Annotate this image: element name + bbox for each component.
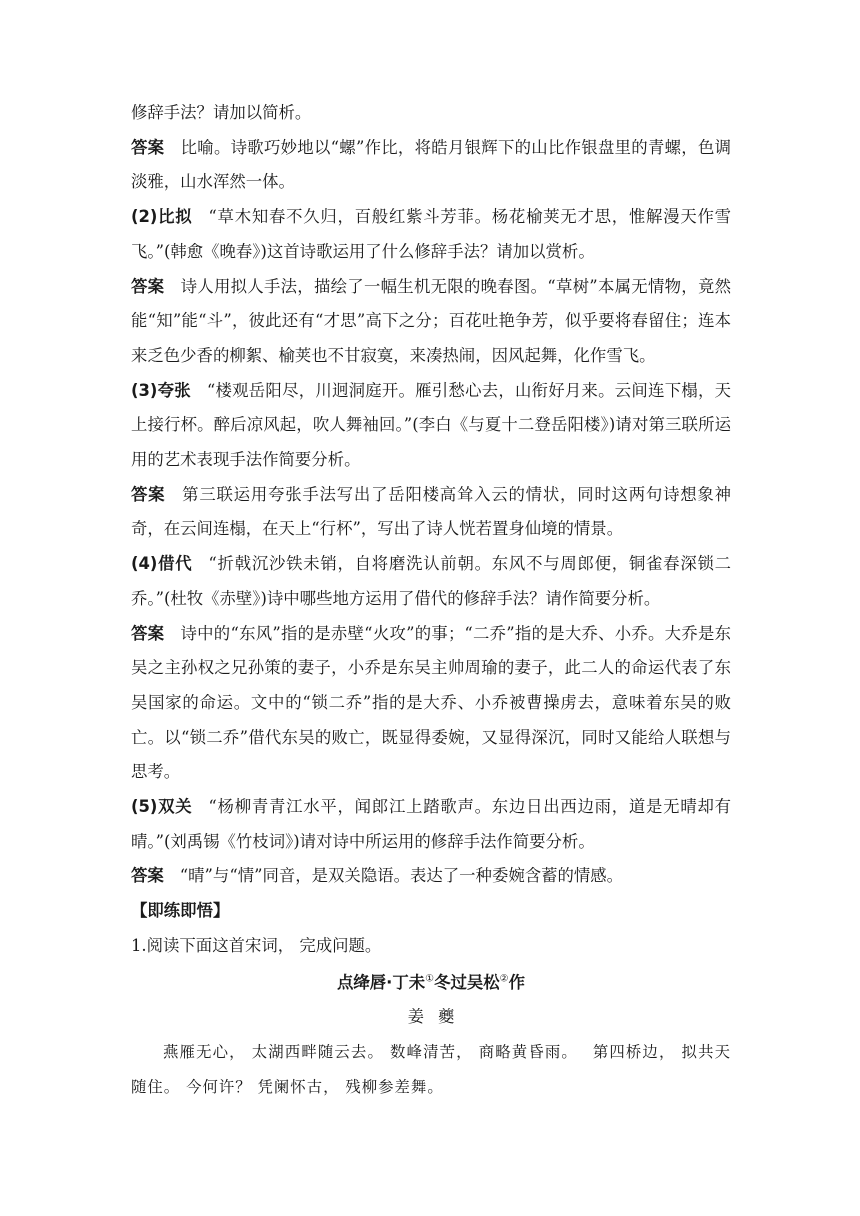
poem-title-part: 作 [508,972,526,992]
practice-header: 【即练即悟】 [131,901,230,921]
question-pun [131,790,731,859]
answer-1 [131,131,731,200]
answer-label: 答案 [131,276,165,296]
answer-4 [131,617,731,791]
answer-3 [131,478,731,547]
answer-label: 答案 [131,484,166,504]
answer-text: “晴”与“情”同音，是双关隐语。表达了一种委婉含蓄的情感。 [179,866,624,886]
answer-label: 答案 [131,866,164,886]
poem-title-part: 点绛唇·丁未 [336,972,426,992]
section-label: (2)比拟 [131,207,193,227]
question-metonymy [131,547,731,616]
answer-5 [131,859,731,894]
answer-text: 比喻。诗歌巧妙地以“螺”作比，将皓月银辉下的山比作银盘里的青螺，色调淡雅，山水浑然一体。 [131,137,732,192]
question-personification [131,200,731,269]
answer-2 [131,270,731,374]
document-page [131,96,731,1104]
question-text: “草木知春不久归，百般红紫斗芳菲。杨花榆荚无才思，惟解漫天作雪飞。”(韩愈《晚春》)这首诗歌运用了什么修辞手法？请加以赏析。 [131,207,731,261]
section-label: (4)借代 [131,554,193,574]
question-text: “杨柳青青江水平，闻郎江上踏歌声。东边日出西边雨，道是无晴却有晴。”(刘禹锡《竹枝词》)请对诗中所运用的修辞手法作简要分析。 [131,797,731,851]
question-1: 1.阅读下面这首宋词， 完成问题。 [131,935,382,955]
footnote-marker: ① [425,973,435,985]
answer-text: 诗中的“东风”指的是赤壁“火攻”的事；“二乔”指的是大乔、小乔。大乔是东吴之主孙权之兄孙策的妻子，小乔是东吴主帅周瑜的妻子，此二人的命运代表了东吴国家的命运。文中的“锁二乔”指的是大乔、小乔被曹操虏去，意味着东吴的败亡。以“锁二乔”借代东吴的败亡，既显得委婉，又显得深沉，同时又能给人联想与思考。 [131,623,731,782]
answer-label: 答案 [131,137,165,157]
question-hyperbole [131,374,731,478]
answer-text: 第三联运用夸张手法写出了岳阳楼高耸入云的情状，同时这两句诗想象神奇，在云间连榻，在天上“行杯”，写出了诗人恍若置身仙境的情景。 [131,484,732,539]
section-label: (5)双关 [131,797,193,817]
poem-title-part: 冬过吴松 [434,972,500,992]
question-text: “折戟沉沙铁未销，自将磨洗认前朝。东风不与周郎便，铜雀春深锁二乔。”(杜牧《赤壁》)诗中哪些地方运用了借代的修辞手法？请作简要分析。 [131,554,731,608]
poem-title [131,966,731,1001]
question-intro-tail: 修辞手法？请加以简析。 [131,103,312,122]
section-label: (3)夸张 [131,380,191,400]
answer-text: 诗人用拟人手法，描绘了一幅生机无限的晚春图。“草树”本属无情物，竟然能“知”能“斗”，彼此还有“才思”高下之分；百花吐艳争芳，似乎要将春留住；连本来乏色少香的柳絮、榆荚也不甘寂寞，来凑热闹，因风起舞，化作雪飞。 [131,276,732,365]
answer-label: 答案 [131,623,165,643]
poem-author: 姜夔 [407,1007,469,1027]
poem-body: 燕雁无心， 太湖西畔随云去。 数峰清苦， 商略黄昏雨。 第四桥边， 拟共天随住。 今何许？ 凭阑怀古， 残柳参差舞。 [131,1042,731,1096]
footnote-marker: ② [499,973,509,985]
question-text: “楼观岳阳尽，川迥洞庭开。雁引愁心去，山衔好月来。云间连下榻，天上接行杯。醉后凉风起，吹人舞袖回。”(李白《与夏十二登岳阳楼》)请对第三联所运用的艺术表现手法作简要分析。 [131,380,731,470]
